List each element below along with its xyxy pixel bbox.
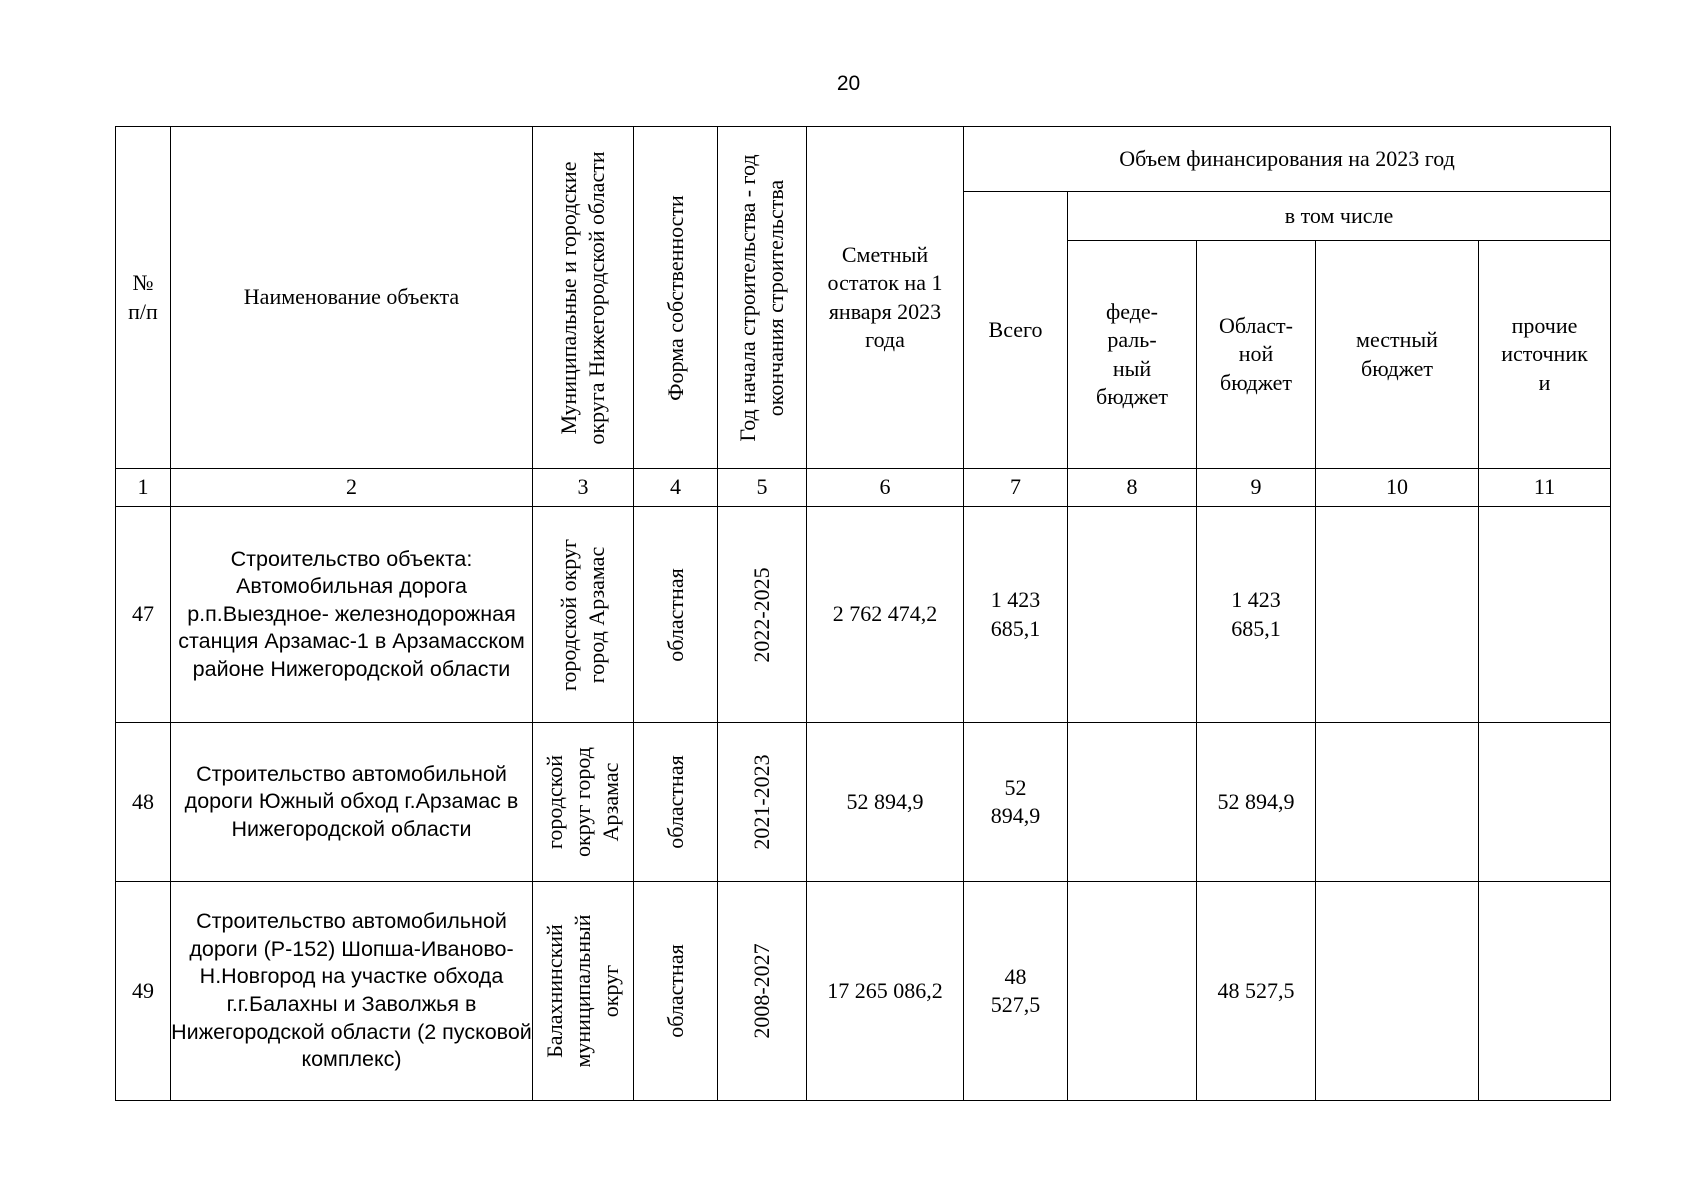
header-including-group: в том числе bbox=[1068, 192, 1611, 241]
header-federal: феде-раль-ный бюджет bbox=[1068, 241, 1197, 469]
header-number: № п/п bbox=[116, 127, 171, 469]
regional-cell: 52 894,9 bbox=[1197, 723, 1316, 882]
header-regional: Област-ной бюджет bbox=[1197, 241, 1316, 469]
header-local: местный бюджет bbox=[1316, 241, 1479, 469]
other-cell bbox=[1479, 723, 1611, 882]
table-row bbox=[116, 723, 1611, 882]
header-row-1 bbox=[116, 127, 1611, 192]
column-number: 1 bbox=[116, 469, 171, 507]
object-name: Строительство автомобильной дороги Южный обход г.Арзамас в Нижегородской области bbox=[171, 723, 533, 882]
column-number: 11 bbox=[1479, 469, 1611, 507]
federal-cell bbox=[1068, 882, 1197, 1101]
municipality-text: городской округ город Арзамас bbox=[555, 538, 609, 691]
column-number: 7 bbox=[964, 469, 1068, 507]
regional-value: 1 423 685,1 bbox=[1231, 587, 1281, 641]
municipality-cell bbox=[533, 507, 634, 723]
header-municipality bbox=[533, 127, 634, 469]
estimate-cell: 17 265 086,2 bbox=[807, 882, 964, 1101]
column-number: 3 bbox=[533, 469, 634, 507]
column-number: 10 bbox=[1316, 469, 1479, 507]
municipality-text: городской округ город Арзамас bbox=[541, 747, 624, 857]
years-cell bbox=[718, 507, 807, 723]
ownership-cell bbox=[634, 882, 718, 1101]
header-other: прочие источник и bbox=[1479, 241, 1611, 469]
total-value: 48 527,5 bbox=[990, 963, 1041, 1017]
local-cell bbox=[1316, 507, 1479, 723]
years-text: 2022-2025 bbox=[748, 566, 774, 663]
header-ownership bbox=[634, 127, 718, 469]
other-cell bbox=[1479, 882, 1611, 1101]
other-cell bbox=[1479, 507, 1611, 723]
header-municipality-text: Муниципальные и городские округа Нижегородской области bbox=[555, 150, 609, 445]
row-number: 49 bbox=[116, 882, 171, 1101]
header-years bbox=[718, 127, 807, 469]
page-number: 20 bbox=[836, 72, 861, 95]
column-number: 4 bbox=[634, 469, 718, 507]
years-text: 2008-2027 bbox=[748, 943, 774, 1039]
ownership-text: областная bbox=[662, 567, 688, 662]
municipality-cell bbox=[533, 723, 634, 882]
column-number: 6 bbox=[807, 469, 964, 507]
total-cell bbox=[964, 507, 1068, 723]
ownership-cell bbox=[634, 507, 718, 723]
header-years-text: Год начала строительства - год окончания строительства bbox=[734, 153, 788, 442]
funding-table bbox=[115, 126, 1611, 1101]
total-value: 52 894,9 bbox=[990, 774, 1041, 828]
years-text: 2021-2023 bbox=[748, 754, 774, 850]
header-ownership-text: Форма собственности bbox=[662, 194, 688, 401]
header-estimate: Сметный остаток на 1 января 2023 года bbox=[807, 127, 964, 469]
federal-cell bbox=[1068, 723, 1197, 882]
estimate-cell: 52 894,9 bbox=[807, 723, 964, 882]
table-row bbox=[116, 507, 1611, 723]
local-cell bbox=[1316, 882, 1479, 1101]
total-value: 1 423 685,1 bbox=[990, 587, 1041, 641]
municipality-cell bbox=[533, 882, 634, 1101]
row-number: 47 bbox=[116, 507, 171, 723]
header-name: Наименование объекта bbox=[171, 127, 533, 469]
federal-cell bbox=[1068, 507, 1197, 723]
regional-cell bbox=[1197, 507, 1316, 723]
regional-cell: 48 527,5 bbox=[1197, 882, 1316, 1101]
total-cell bbox=[964, 882, 1068, 1101]
column-number: 2 bbox=[171, 469, 533, 507]
total-cell bbox=[964, 723, 1068, 882]
local-cell bbox=[1316, 723, 1479, 882]
column-number: 5 bbox=[718, 469, 807, 507]
column-number-row bbox=[116, 469, 1611, 507]
column-number: 9 bbox=[1197, 469, 1316, 507]
header-total: Всего bbox=[964, 192, 1068, 469]
estimate-cell: 2 762 474,2 bbox=[807, 507, 964, 723]
object-name: Строительство автомобильной дороги (Р-152) Шопша-Иваново-Н.Новгород на участке обхода г.г.Балахны и Заволжья в Нижегородской области (2 пусковой комплекс) bbox=[171, 882, 533, 1101]
municipality-text: Балахнинский муниципальный округ bbox=[541, 914, 624, 1068]
years-cell bbox=[718, 723, 807, 882]
ownership-text: областная bbox=[662, 944, 688, 1038]
ownership-text: областная bbox=[662, 755, 688, 849]
ownership-cell bbox=[634, 723, 718, 882]
row-number: 48 bbox=[116, 723, 171, 882]
header-funding-group: Объем финансирования на 2023 год bbox=[964, 127, 1611, 192]
table-row bbox=[116, 882, 1611, 1101]
column-number: 8 bbox=[1068, 469, 1197, 507]
object-name: Строительство объекта: Автомобильная дорога р.п.Выездное- железнодорожная станция Арзамас-1 в Арзамасском районе Нижегородской области bbox=[171, 507, 533, 723]
years-cell bbox=[718, 882, 807, 1101]
